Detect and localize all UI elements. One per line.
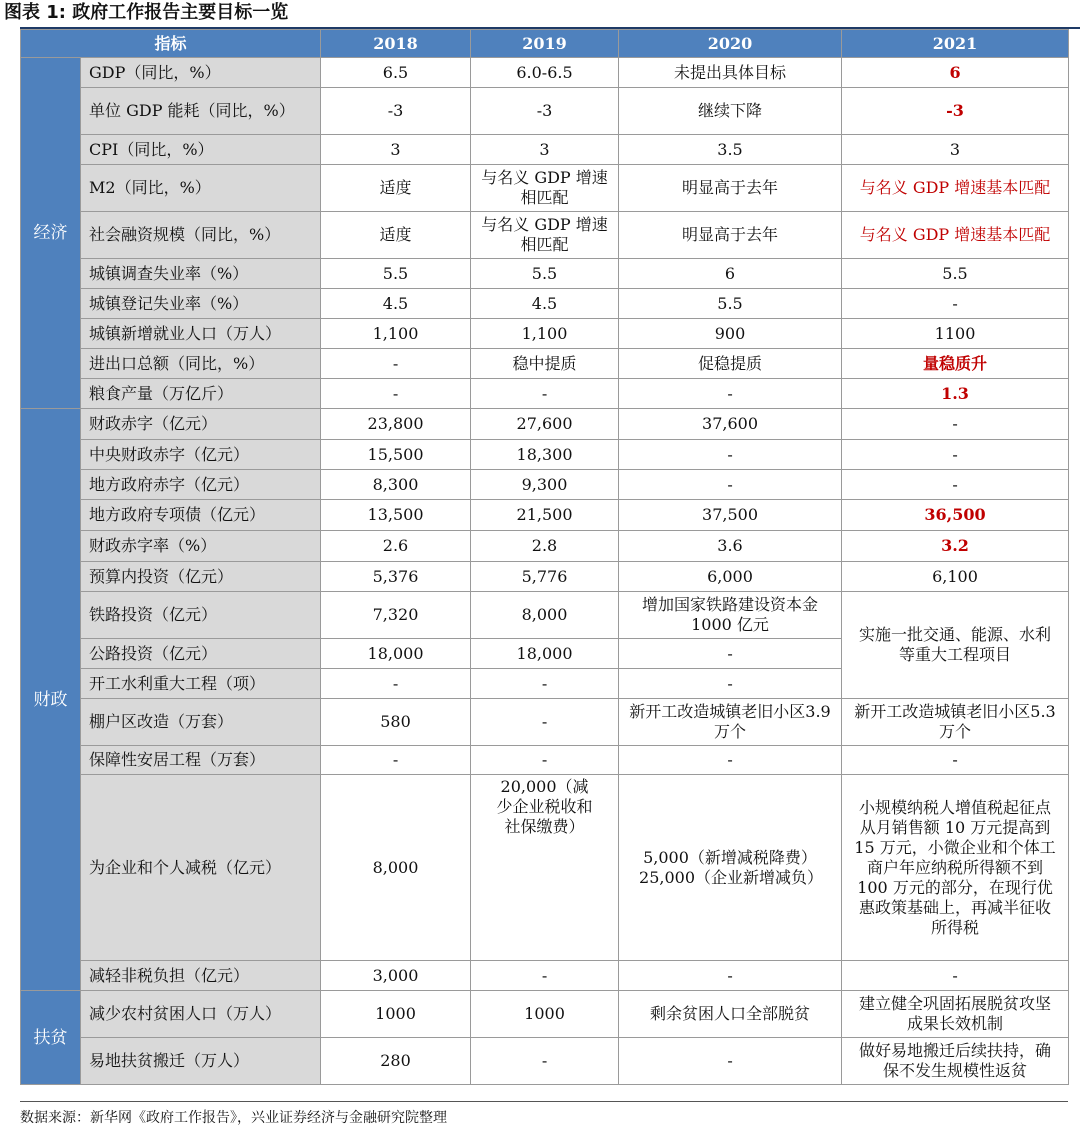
cell-2018: 4.5 — [321, 289, 471, 319]
row-label: 为企业和个人减税（亿元） — [81, 775, 321, 961]
category-economy: 经济 — [21, 58, 81, 409]
table-row — [21, 775, 1069, 961]
row-label: 财政赤字（亿元） — [81, 409, 321, 440]
cell-2018: 15,500 — [321, 440, 471, 470]
cell-2018: 3,000 — [321, 961, 471, 991]
cell-2019: -3 — [471, 88, 619, 135]
cell-2018: 6.5 — [321, 58, 471, 88]
cell-2019: 21,500 — [471, 500, 619, 531]
cell-2020: 剩余贫困人口全部脱贫 — [619, 991, 842, 1038]
cell-2018: 23,800 — [321, 409, 471, 440]
cell-2021: 6 — [842, 58, 1069, 88]
category-poverty: 扶贫 — [21, 991, 81, 1085]
cell-2019: 3 — [471, 135, 619, 165]
cell-2018: 2.6 — [321, 531, 471, 562]
row-label: 开工水利重大工程（项） — [81, 669, 321, 699]
table-row — [21, 165, 1069, 212]
table-row — [21, 746, 1069, 775]
row-label: 财政赤字率（%） — [81, 531, 321, 562]
cell-2018: 适度 — [321, 165, 471, 212]
cell-2018: - — [321, 349, 471, 379]
cell-2020: 37,600 — [619, 409, 842, 440]
figure-title: 图表 1: 政府工作报告主要目标一览 — [4, 2, 289, 23]
row-label: 公路投资（亿元） — [81, 639, 321, 669]
cell-2019: 18,000 — [471, 639, 619, 669]
cell-2021: - — [842, 746, 1069, 775]
cell-2019: - — [471, 961, 619, 991]
table-row — [21, 135, 1069, 165]
table-row — [21, 961, 1069, 991]
table-row — [21, 440, 1069, 470]
cell-2021: 3 — [842, 135, 1069, 165]
cell-2021: - — [842, 440, 1069, 470]
row-label: 城镇新增就业人口（万人） — [81, 319, 321, 349]
cell-2021: 建立健全巩固拓展脱贫攻坚成果长效机制 — [842, 991, 1069, 1038]
cell-2018: 18,000 — [321, 639, 471, 669]
table-row — [21, 409, 1069, 440]
table-row — [21, 88, 1069, 135]
cell-2020: - — [619, 1038, 842, 1085]
cell-2021: 实施一批交通、能源、水利等重大工程项目 — [842, 592, 1069, 699]
cell-2019: 20,000（减少企业税收和社保缴费） — [471, 775, 619, 961]
header-2018: 2018 — [321, 30, 471, 58]
header-2021: 2021 — [842, 30, 1069, 58]
cell-2021: -3 — [842, 88, 1069, 135]
header-indicator: 指标 — [21, 30, 321, 58]
table-row — [21, 379, 1069, 409]
row-label: 城镇登记失业率（%） — [81, 289, 321, 319]
cell-2018: - — [321, 379, 471, 409]
table-row — [21, 531, 1069, 562]
cell-2020: 继续下降 — [619, 88, 842, 135]
cell-2019: 27,600 — [471, 409, 619, 440]
row-label: 进出口总额（同比，%） — [81, 349, 321, 379]
cell-2019: 9,300 — [471, 470, 619, 500]
cell-2020: 6,000 — [619, 562, 842, 592]
cell-2020: 增加国家铁路建设资本金1000 亿元 — [619, 592, 842, 639]
cell-2019: 与名义 GDP 增速相匹配 — [471, 212, 619, 259]
row-label: 地方政府专项债（亿元） — [81, 500, 321, 531]
table-row — [21, 592, 1069, 639]
table-row — [21, 212, 1069, 259]
table-row — [21, 470, 1069, 500]
cell-2021: 5.5 — [842, 259, 1069, 289]
cell-2021: - — [842, 409, 1069, 440]
table-row — [21, 1038, 1069, 1085]
cell-2021: 新开工改造城镇老旧小区5.3 万个 — [842, 699, 1069, 746]
row-label: M2（同比，%） — [81, 165, 321, 212]
cell-2018: 5,376 — [321, 562, 471, 592]
cell-2020: 37,500 — [619, 500, 842, 531]
header-row — [21, 30, 1069, 58]
header-2019: 2019 — [471, 30, 619, 58]
cell-2020: - — [619, 669, 842, 699]
table-row — [21, 699, 1069, 746]
cell-2021: 与名义 GDP 增速基本匹配 — [842, 212, 1069, 259]
row-label: CPI（同比，%） — [81, 135, 321, 165]
cell-2020: 新开工改造城镇老旧小区3.9 万个 — [619, 699, 842, 746]
cell-2019: 5,776 — [471, 562, 619, 592]
table-row — [21, 289, 1069, 319]
cell-2019: - — [471, 1038, 619, 1085]
cell-2018: 280 — [321, 1038, 471, 1085]
cell-2020: - — [619, 470, 842, 500]
row-label: 铁路投资（亿元） — [81, 592, 321, 639]
header-2020: 2020 — [619, 30, 842, 58]
cell-2019: 6.0-6.5 — [471, 58, 619, 88]
cell-2020: - — [619, 379, 842, 409]
cell-2020: - — [619, 746, 842, 775]
cell-2019: 稳中提质 — [471, 349, 619, 379]
cell-2021: 1.3 — [842, 379, 1069, 409]
cell-2018: 7,320 — [321, 592, 471, 639]
cell-2019: 1,100 — [471, 319, 619, 349]
cell-2018: 5.5 — [321, 259, 471, 289]
cell-2020: - — [619, 639, 842, 669]
cell-2018: 8,300 — [321, 470, 471, 500]
row-label: 单位 GDP 能耗（同比，%） — [81, 88, 321, 135]
cell-2019: 与名义 GDP 增速相匹配 — [471, 165, 619, 212]
row-label: 易地扶贫搬迁（万人） — [81, 1038, 321, 1085]
table-row — [21, 500, 1069, 531]
cell-2019: - — [471, 746, 619, 775]
row-label: 城镇调查失业率（%） — [81, 259, 321, 289]
cell-2020: - — [619, 961, 842, 991]
cell-2021: - — [842, 961, 1069, 991]
row-label: 棚户区改造（万套） — [81, 699, 321, 746]
cell-2018: 适度 — [321, 212, 471, 259]
cell-2021: 与名义 GDP 增速基本匹配 — [842, 165, 1069, 212]
row-label: 预算内投资（亿元） — [81, 562, 321, 592]
cell-2019: 4.5 — [471, 289, 619, 319]
cell-2018: 8,000 — [321, 775, 471, 961]
cell-2021: 3.2 — [842, 531, 1069, 562]
cell-2019: 18,300 — [471, 440, 619, 470]
cell-2019: - — [471, 379, 619, 409]
cell-2021: - — [842, 470, 1069, 500]
table-row — [21, 991, 1069, 1038]
cell-2019: 1000 — [471, 991, 619, 1038]
row-label: 保障性安居工程（万套） — [81, 746, 321, 775]
cell-2020: 5,000（新增减税降费）25,000（企业新增减负） — [619, 775, 842, 961]
cell-2018: 1,100 — [321, 319, 471, 349]
cell-2019: - — [471, 699, 619, 746]
row-label: 粮食产量（万亿斤） — [81, 379, 321, 409]
cell-2018: - — [321, 746, 471, 775]
cell-2019: - — [471, 669, 619, 699]
table-row — [21, 259, 1069, 289]
cell-2020: 促稳提质 — [619, 349, 842, 379]
row-label: GDP（同比，%） — [81, 58, 321, 88]
cell-2019: 8,000 — [471, 592, 619, 639]
cell-2021: 6,100 — [842, 562, 1069, 592]
row-label: 减轻非税负担（亿元） — [81, 961, 321, 991]
cell-2021: 做好易地搬迁后续扶持，确保不发生规模性返贫 — [842, 1038, 1069, 1085]
cell-2018: 1000 — [321, 991, 471, 1038]
row-label: 地方政府赤字（亿元） — [81, 470, 321, 500]
cell-2020: - — [619, 440, 842, 470]
targets-table — [20, 29, 1069, 1085]
cell-2020: 3.6 — [619, 531, 842, 562]
cell-2021: 小规模纳税人增值税起征点从月销售额 10 万元提高到 15 万元，小微企业和个体工商户年应纳税所得额不到 100 万元的部分，在现行优惠政策基础上，再减半征收所得税 — [842, 775, 1069, 961]
cell-2020: 未提出具体目标 — [619, 58, 842, 88]
cell-2021: 量稳质升 — [842, 349, 1069, 379]
cell-2018: -3 — [321, 88, 471, 135]
table-row — [21, 562, 1069, 592]
cell-2021: - — [842, 289, 1069, 319]
cell-2019: 5.5 — [471, 259, 619, 289]
cell-2020: 3.5 — [619, 135, 842, 165]
cell-2020: 6 — [619, 259, 842, 289]
row-label: 社会融资规模（同比，%） — [81, 212, 321, 259]
cell-2020: 900 — [619, 319, 842, 349]
cell-2020: 5.5 — [619, 289, 842, 319]
source-note: 数据来源：新华网《政府工作报告》，兴业证券经济与金融研究院整理 — [20, 1110, 447, 1126]
cell-2018: - — [321, 669, 471, 699]
cell-2020: 明显高于去年 — [619, 165, 842, 212]
table-row — [21, 319, 1069, 349]
cell-2019: 2.8 — [471, 531, 619, 562]
cell-2018: 580 — [321, 699, 471, 746]
cell-2018: 3 — [321, 135, 471, 165]
cell-2021: 1100 — [842, 319, 1069, 349]
footer-rule — [20, 1101, 1068, 1102]
cell-2021: 36,500 — [842, 500, 1069, 531]
cell-2018: 13,500 — [321, 500, 471, 531]
table-row — [21, 58, 1069, 88]
row-label: 减少农村贫困人口（万人） — [81, 991, 321, 1038]
row-label: 中央财政赤字（亿元） — [81, 440, 321, 470]
cell-2020: 明显高于去年 — [619, 212, 842, 259]
table-row — [21, 349, 1069, 379]
category-fiscal: 财政 — [21, 409, 81, 991]
